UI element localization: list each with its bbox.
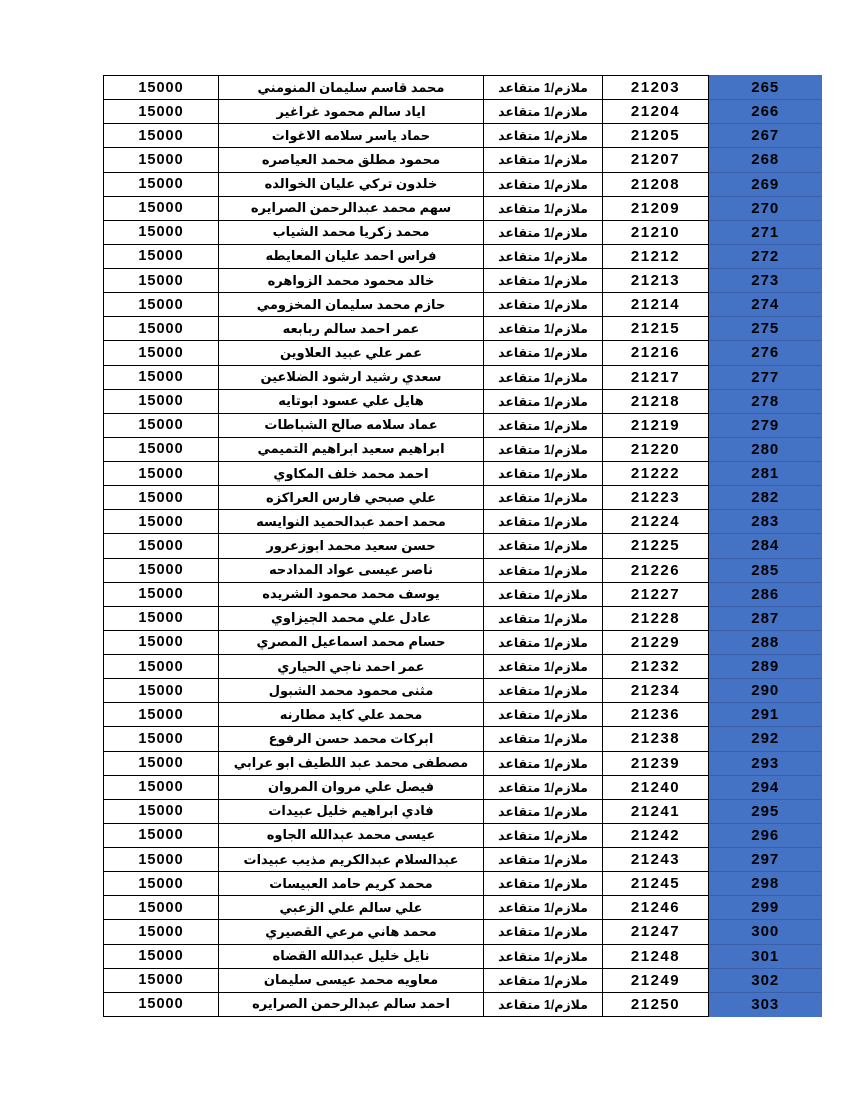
rank-cell: ملازم/1 متقاعد: [484, 244, 603, 268]
index-cell: 301: [709, 944, 822, 968]
table-row: [104, 341, 822, 365]
index-cell: 303: [709, 992, 822, 1016]
rank-cell: ملازم/1 متقاعد: [484, 920, 603, 944]
salary-cell: 15000: [104, 365, 219, 389]
table-row: [104, 172, 822, 196]
name-cell: محمد هاني مرعي القصيري: [219, 920, 484, 944]
rank-cell: ملازم/1 متقاعد: [484, 655, 603, 679]
salary-cell: 15000: [104, 269, 219, 293]
table-row: [104, 317, 822, 341]
table-row: [104, 293, 822, 317]
id-cell: 21246: [603, 896, 709, 920]
index-cell: 281: [709, 462, 822, 486]
rank-cell: ملازم/1 متقاعد: [484, 534, 603, 558]
rank-cell: ملازم/1 متقاعد: [484, 462, 603, 486]
table-row: [104, 920, 822, 944]
index-cell: 295: [709, 799, 822, 823]
name-cell: عمر احمد سالم ربابعه: [219, 317, 484, 341]
salary-cell: 15000: [104, 582, 219, 606]
table-row: [104, 655, 822, 679]
salary-cell: 15000: [104, 317, 219, 341]
index-cell: 268: [709, 148, 822, 172]
table-row: [104, 148, 822, 172]
salary-cell: 15000: [104, 606, 219, 630]
rank-cell: ملازم/1 متقاعد: [484, 751, 603, 775]
id-cell: 21212: [603, 244, 709, 268]
index-cell: 288: [709, 630, 822, 654]
index-cell: 265: [709, 76, 822, 100]
index-cell: 291: [709, 703, 822, 727]
index-cell: 286: [709, 582, 822, 606]
table-row: [104, 100, 822, 124]
index-cell: 285: [709, 558, 822, 582]
salary-cell: 15000: [104, 76, 219, 100]
index-cell: 284: [709, 534, 822, 558]
name-cell: محمد زكريا محمد الشياب: [219, 220, 484, 244]
index-cell: 271: [709, 220, 822, 244]
name-cell: محمد كريم حامد العبيسات: [219, 872, 484, 896]
rank-cell: ملازم/1 متقاعد: [484, 220, 603, 244]
rank-cell: ملازم/1 متقاعد: [484, 172, 603, 196]
table-body: [104, 76, 822, 1017]
id-cell: 21225: [603, 534, 709, 558]
id-cell: 21241: [603, 799, 709, 823]
name-cell: ابركات محمد حسن الرفوع: [219, 727, 484, 751]
id-cell: 21232: [603, 655, 709, 679]
salary-cell: 15000: [104, 823, 219, 847]
salary-cell: 15000: [104, 896, 219, 920]
index-cell: 287: [709, 606, 822, 630]
name-cell: مثنى محمود محمد الشبول: [219, 679, 484, 703]
salary-cell: 15000: [104, 630, 219, 654]
name-cell: احمد سالم عبدالرحمن الصرايره: [219, 992, 484, 1016]
id-cell: 21250: [603, 992, 709, 1016]
name-cell: حازم محمد سليمان المخزومي: [219, 293, 484, 317]
salary-cell: 15000: [104, 848, 219, 872]
name-cell: هايل علي عسود ابوتايه: [219, 389, 484, 413]
name-cell: عبدالسلام عبدالكريم مذيب عبيدات: [219, 848, 484, 872]
table-row: [104, 968, 822, 992]
id-cell: 21205: [603, 124, 709, 148]
name-cell: عماد سلامه صالح الشباطات: [219, 413, 484, 437]
rank-cell: ملازم/1 متقاعد: [484, 606, 603, 630]
table-row: [104, 269, 822, 293]
name-cell: محمد قاسم سليمان المنومني: [219, 76, 484, 100]
id-cell: 21208: [603, 172, 709, 196]
index-cell: 276: [709, 341, 822, 365]
id-cell: 21213: [603, 269, 709, 293]
table-row: [104, 992, 822, 1016]
salary-cell: 15000: [104, 437, 219, 461]
name-cell: مصطفى محمد عبد اللطيف ابو عرابي: [219, 751, 484, 775]
rank-cell: ملازم/1 متقاعد: [484, 365, 603, 389]
id-cell: 21236: [603, 703, 709, 727]
table-row: [104, 775, 822, 799]
index-cell: 267: [709, 124, 822, 148]
rank-cell: ملازم/1 متقاعد: [484, 76, 603, 100]
table-row: [104, 944, 822, 968]
salary-cell: 15000: [104, 389, 219, 413]
salary-cell: 15000: [104, 486, 219, 510]
rank-cell: ملازم/1 متقاعد: [484, 196, 603, 220]
rank-cell: ملازم/1 متقاعد: [484, 317, 603, 341]
salary-cell: 15000: [104, 872, 219, 896]
salary-cell: 15000: [104, 293, 219, 317]
id-cell: 21219: [603, 413, 709, 437]
name-cell: محمود مطلق محمد العياصره: [219, 148, 484, 172]
rank-cell: ملازم/1 متقاعد: [484, 679, 603, 703]
rank-cell: ملازم/1 متقاعد: [484, 968, 603, 992]
table-row: [104, 389, 822, 413]
rank-cell: ملازم/1 متقاعد: [484, 703, 603, 727]
name-cell: عمر علي عبيد العلاوين: [219, 341, 484, 365]
table-row: [104, 703, 822, 727]
id-cell: 21217: [603, 365, 709, 389]
index-cell: 269: [709, 172, 822, 196]
index-cell: 300: [709, 920, 822, 944]
table-row: [104, 486, 822, 510]
index-cell: 297: [709, 848, 822, 872]
id-cell: 21240: [603, 775, 709, 799]
rank-cell: ملازم/1 متقاعد: [484, 944, 603, 968]
id-cell: 21215: [603, 317, 709, 341]
id-cell: 21218: [603, 389, 709, 413]
table-row: [104, 510, 822, 534]
rank-cell: ملازم/1 متقاعد: [484, 775, 603, 799]
salary-cell: 15000: [104, 944, 219, 968]
table-row: [104, 462, 822, 486]
index-cell: 279: [709, 413, 822, 437]
table-row: [104, 872, 822, 896]
index-cell: 278: [709, 389, 822, 413]
index-cell: 275: [709, 317, 822, 341]
index-cell: 299: [709, 896, 822, 920]
salary-cell: 15000: [104, 679, 219, 703]
table-row: [104, 727, 822, 751]
name-cell: يوسف محمد محمود الشريده: [219, 582, 484, 606]
id-cell: 21207: [603, 148, 709, 172]
rank-cell: ملازم/1 متقاعد: [484, 823, 603, 847]
id-cell: 21222: [603, 462, 709, 486]
name-cell: محمد علي كايد مطارنه: [219, 703, 484, 727]
index-cell: 270: [709, 196, 822, 220]
rank-cell: ملازم/1 متقاعد: [484, 341, 603, 365]
name-cell: نايل خليل عبدالله القضاه: [219, 944, 484, 968]
id-cell: 21239: [603, 751, 709, 775]
name-cell: عمر احمد ناجي الحياري: [219, 655, 484, 679]
salary-cell: 15000: [104, 124, 219, 148]
table-row: [104, 196, 822, 220]
index-cell: 272: [709, 244, 822, 268]
retirees-table: [103, 75, 822, 1017]
name-cell: فادي ابراهيم خليل عبيدات: [219, 799, 484, 823]
salary-cell: 15000: [104, 510, 219, 534]
table-row: [104, 799, 822, 823]
index-cell: 298: [709, 872, 822, 896]
name-cell: معاويه محمد عيسى سليمان: [219, 968, 484, 992]
table-row: [104, 606, 822, 630]
salary-cell: 15000: [104, 172, 219, 196]
rank-cell: ملازم/1 متقاعد: [484, 582, 603, 606]
rank-cell: ملازم/1 متقاعد: [484, 124, 603, 148]
rank-cell: ملازم/1 متقاعد: [484, 992, 603, 1016]
table-row: [104, 558, 822, 582]
rank-cell: ملازم/1 متقاعد: [484, 799, 603, 823]
name-cell: فراس احمد عليان المعايطه: [219, 244, 484, 268]
index-cell: 282: [709, 486, 822, 510]
rank-cell: ملازم/1 متقاعد: [484, 389, 603, 413]
index-cell: 273: [709, 269, 822, 293]
salary-cell: 15000: [104, 751, 219, 775]
rank-cell: ملازم/1 متقاعد: [484, 510, 603, 534]
name-cell: فيصل علي مروان المروان: [219, 775, 484, 799]
index-cell: 302: [709, 968, 822, 992]
rank-cell: ملازم/1 متقاعد: [484, 100, 603, 124]
salary-cell: 15000: [104, 775, 219, 799]
name-cell: خالد محمود محمد الزواهره: [219, 269, 484, 293]
rank-cell: ملازم/1 متقاعد: [484, 293, 603, 317]
table-row: [104, 896, 822, 920]
name-cell: علي صبحي فارس العراكزه: [219, 486, 484, 510]
salary-cell: 15000: [104, 799, 219, 823]
name-cell: محمد احمد عبدالحميد النوايسه: [219, 510, 484, 534]
index-cell: 292: [709, 727, 822, 751]
id-cell: 21238: [603, 727, 709, 751]
table-row: [104, 413, 822, 437]
id-cell: 21223: [603, 486, 709, 510]
salary-cell: 15000: [104, 244, 219, 268]
id-cell: 21203: [603, 76, 709, 100]
id-cell: 21243: [603, 848, 709, 872]
table-row: [104, 220, 822, 244]
rank-cell: ملازم/1 متقاعد: [484, 437, 603, 461]
salary-cell: 15000: [104, 992, 219, 1016]
index-cell: 266: [709, 100, 822, 124]
name-cell: عيسى محمد عبدالله الجاوه: [219, 823, 484, 847]
index-cell: 283: [709, 510, 822, 534]
index-cell: 274: [709, 293, 822, 317]
id-cell: 21249: [603, 968, 709, 992]
name-cell: علي سالم علي الزعبي: [219, 896, 484, 920]
table-row: [104, 437, 822, 461]
table-row: [104, 751, 822, 775]
id-cell: 21214: [603, 293, 709, 317]
salary-cell: 15000: [104, 558, 219, 582]
index-cell: 289: [709, 655, 822, 679]
name-cell: حسام محمد اسماعيل المصري: [219, 630, 484, 654]
id-cell: 21216: [603, 341, 709, 365]
id-cell: 21248: [603, 944, 709, 968]
table-row: [104, 630, 822, 654]
salary-cell: 15000: [104, 148, 219, 172]
salary-cell: 15000: [104, 341, 219, 365]
id-cell: 21227: [603, 582, 709, 606]
table-row: [104, 534, 822, 558]
index-cell: 294: [709, 775, 822, 799]
index-cell: 293: [709, 751, 822, 775]
id-cell: 21234: [603, 679, 709, 703]
salary-cell: 15000: [104, 534, 219, 558]
id-cell: 21228: [603, 606, 709, 630]
salary-cell: 15000: [104, 100, 219, 124]
table-row: [104, 823, 822, 847]
id-cell: 21220: [603, 437, 709, 461]
salary-cell: 15000: [104, 196, 219, 220]
id-cell: 21226: [603, 558, 709, 582]
index-cell: 277: [709, 365, 822, 389]
rank-cell: ملازم/1 متقاعد: [484, 486, 603, 510]
table-row: [104, 365, 822, 389]
table-row: [104, 124, 822, 148]
name-cell: ناصر عيسى عواد المدادحه: [219, 558, 484, 582]
table-row: [104, 76, 822, 100]
table-row: [104, 244, 822, 268]
id-cell: 21209: [603, 196, 709, 220]
id-cell: 21210: [603, 220, 709, 244]
name-cell: احمد محمد خلف المكاوي: [219, 462, 484, 486]
table-row: [104, 848, 822, 872]
table-row: [104, 679, 822, 703]
name-cell: خلدون تركي عليان الخوالده: [219, 172, 484, 196]
rank-cell: ملازم/1 متقاعد: [484, 558, 603, 582]
rank-cell: ملازم/1 متقاعد: [484, 872, 603, 896]
salary-cell: 15000: [104, 655, 219, 679]
rank-cell: ملازم/1 متقاعد: [484, 630, 603, 654]
salary-cell: 15000: [104, 920, 219, 944]
index-cell: 296: [709, 823, 822, 847]
id-cell: 21242: [603, 823, 709, 847]
rank-cell: ملازم/1 متقاعد: [484, 896, 603, 920]
name-cell: سهم محمد عبدالرحمن الصرايره: [219, 196, 484, 220]
rank-cell: ملازم/1 متقاعد: [484, 269, 603, 293]
name-cell: عادل علي محمد الجيزاوي: [219, 606, 484, 630]
rank-cell: ملازم/1 متقاعد: [484, 413, 603, 437]
salary-cell: 15000: [104, 462, 219, 486]
id-cell: 21224: [603, 510, 709, 534]
salary-cell: 15000: [104, 413, 219, 437]
salary-cell: 15000: [104, 220, 219, 244]
id-cell: 21245: [603, 872, 709, 896]
name-cell: حسن سعيد محمد ابوزعرور: [219, 534, 484, 558]
name-cell: حماد ياسر سلامه الاغوات: [219, 124, 484, 148]
name-cell: سعدي رشيد ارشود الضلاعين: [219, 365, 484, 389]
id-cell: 21229: [603, 630, 709, 654]
rank-cell: ملازم/1 متقاعد: [484, 727, 603, 751]
salary-cell: 15000: [104, 968, 219, 992]
table-row: [104, 582, 822, 606]
name-cell: اياد سالم محمود غراغير: [219, 100, 484, 124]
index-cell: 280: [709, 437, 822, 461]
id-cell: 21247: [603, 920, 709, 944]
id-cell: 21204: [603, 100, 709, 124]
rank-cell: ملازم/1 متقاعد: [484, 848, 603, 872]
index-cell: 290: [709, 679, 822, 703]
rank-cell: ملازم/1 متقاعد: [484, 148, 603, 172]
name-cell: ابراهيم سعيد ابراهيم التميمي: [219, 437, 484, 461]
salary-cell: 15000: [104, 727, 219, 751]
salary-cell: 15000: [104, 703, 219, 727]
